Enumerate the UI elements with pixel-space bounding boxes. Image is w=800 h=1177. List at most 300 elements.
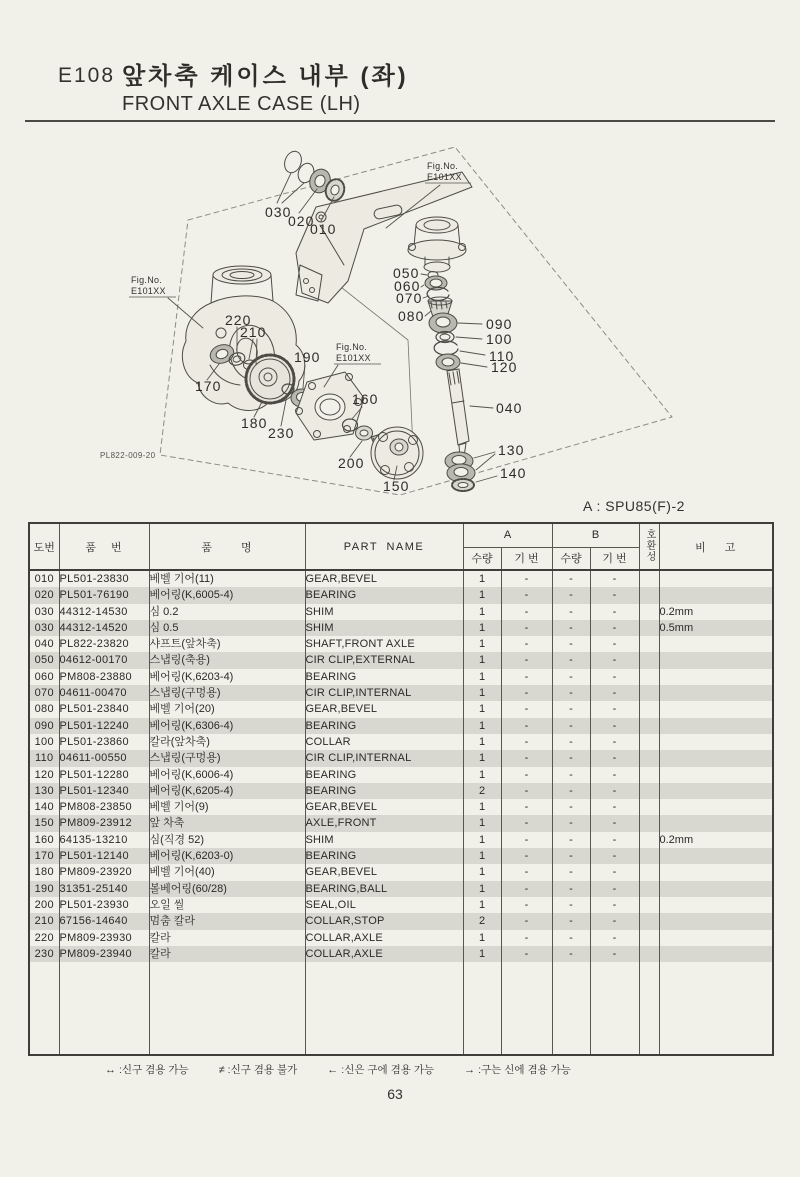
part-name-ko-cell: 베벨 기어(40) xyxy=(149,864,305,880)
callout-040: 040 xyxy=(496,400,523,416)
ref-no-cell: 040 xyxy=(29,636,59,652)
callout-130: 130 xyxy=(498,442,525,458)
remarks-cell xyxy=(659,701,773,717)
serial-b-cell: - xyxy=(590,815,639,831)
serial-b-cell: - xyxy=(590,685,639,701)
col-header-qty-a: 수량 xyxy=(463,547,501,570)
compat-cell xyxy=(639,587,659,603)
callout-210: 210 xyxy=(240,324,267,340)
remarks-cell xyxy=(659,570,773,587)
part-name-ko-cell: 심(직경 52) xyxy=(149,832,305,848)
part-name-ko-cell: 베벨 기어(20) xyxy=(149,701,305,717)
ref-no-cell: 160 xyxy=(29,832,59,848)
part-no-cell: 04611-00470 xyxy=(59,685,149,701)
part-name-en-cell: SHIM xyxy=(305,832,463,848)
part-name-en-cell: SHIM xyxy=(305,620,463,636)
col-header-name-ko: 품 명 xyxy=(149,523,305,570)
remarks-cell: 0.5mm xyxy=(659,620,773,636)
serial-a-cell: - xyxy=(501,881,552,897)
serial-b-cell: - xyxy=(590,604,639,620)
part-name-ko-cell: 베벨 기어(11) xyxy=(149,570,305,587)
part-no-cell: PL501-12340 xyxy=(59,783,149,799)
legend-item: ≠ :신구 겸용 불가 xyxy=(218,1064,298,1076)
part-name-en-cell: SEAL,OIL xyxy=(305,897,463,913)
serial-a-cell: - xyxy=(501,685,552,701)
serial-b-cell: - xyxy=(590,881,639,897)
page-number: 63 xyxy=(387,1086,403,1102)
drawing-code: PL822-009-20 xyxy=(100,451,156,460)
serial-a-cell: - xyxy=(501,718,552,734)
compat-cell xyxy=(639,734,659,750)
qty-a-cell: 1 xyxy=(463,734,501,750)
serial-a-cell: - xyxy=(501,767,552,783)
col-header-serial-b: 기 번 xyxy=(590,547,639,570)
callout-070: 070 xyxy=(396,290,423,306)
remarks-cell xyxy=(659,930,773,946)
part-name-ko-cell: 베어링(K,6306-4) xyxy=(149,718,305,734)
callout-090: 090 xyxy=(486,316,513,332)
serial-b-cell: - xyxy=(590,620,639,636)
part-name-en-cell: GEAR,BEVEL xyxy=(305,701,463,717)
table-row xyxy=(29,783,773,799)
qty-a-cell: 1 xyxy=(463,570,501,587)
qty-a-cell: 1 xyxy=(463,881,501,897)
part-name-en-cell: BEARING xyxy=(305,848,463,864)
callout-180: 180 xyxy=(241,415,268,431)
variant-note: A : SPU85(F)-2 xyxy=(583,498,685,514)
remarks-cell xyxy=(659,750,773,766)
table-row xyxy=(29,815,773,831)
pinion-shim-parts xyxy=(282,149,347,203)
table-row xyxy=(29,604,773,620)
remarks-cell xyxy=(659,799,773,815)
qty-b-cell: - xyxy=(552,652,590,668)
compat-cell xyxy=(639,799,659,815)
table-row xyxy=(29,718,773,734)
part-name-ko-cell: 스냅링(구멍용) xyxy=(149,750,305,766)
ref-no-cell: 110 xyxy=(29,750,59,766)
callout-060: 060 xyxy=(394,278,421,294)
qty-a-cell: 1 xyxy=(463,897,501,913)
remarks-cell xyxy=(659,587,773,603)
part-name-ko-cell: 베어링(K,6005-4) xyxy=(149,587,305,603)
part-no-cell: 04611-00550 xyxy=(59,750,149,766)
callout-010: 010 xyxy=(310,221,337,237)
compat-cell xyxy=(639,848,659,864)
compat-cell xyxy=(639,570,659,587)
part-name-en-cell: COLLAR,AXLE xyxy=(305,930,463,946)
serial-b-cell: - xyxy=(590,799,639,815)
callout-200: 200 xyxy=(338,455,365,471)
ref-no-cell: 230 xyxy=(29,946,59,962)
callout-230: 230 xyxy=(268,425,295,441)
part-name-ko-cell: 칼라 xyxy=(149,946,305,962)
part-name-ko-cell: 샤프트(앞차축) xyxy=(149,636,305,652)
remarks-cell xyxy=(659,913,773,929)
compat-cell xyxy=(639,669,659,685)
qty-b-cell: - xyxy=(552,848,590,864)
qty-b-cell: - xyxy=(552,832,590,848)
serial-a-cell: - xyxy=(501,815,552,831)
serial-b-cell: - xyxy=(590,701,639,717)
table-row xyxy=(29,669,773,685)
col-header-qty-b: 수량 xyxy=(552,547,590,570)
part-name-ko-cell: 베어링(K,6203-0) xyxy=(149,848,305,864)
qty-a-cell: 2 xyxy=(463,783,501,799)
fig-no-label-mid: Fig.No. xyxy=(336,342,368,352)
qty-a-cell: 1 xyxy=(463,815,501,831)
callout-170: 170 xyxy=(195,378,222,394)
part-no-cell: PL501-23840 xyxy=(59,701,149,717)
callout-160: 160 xyxy=(352,391,379,407)
remarks-cell xyxy=(659,767,773,783)
compat-cell xyxy=(639,701,659,717)
serial-a-cell: - xyxy=(501,897,552,913)
serial-a-cell: - xyxy=(501,604,552,620)
serial-b-cell: - xyxy=(590,652,639,668)
table-row xyxy=(29,587,773,603)
table-row xyxy=(29,848,773,864)
fig-no-value-top: E101XX xyxy=(427,172,462,182)
part-no-cell: PL501-23860 xyxy=(59,734,149,750)
part-name-ko-cell: 베어링(K,6205-4) xyxy=(149,783,305,799)
part-030-shim-a xyxy=(282,149,305,175)
remarks-cell xyxy=(659,685,773,701)
compat-cell xyxy=(639,897,659,913)
ref-no-cell: 070 xyxy=(29,685,59,701)
table-row xyxy=(29,652,773,668)
knuckle-tower-part xyxy=(408,217,466,272)
part-110-circlip xyxy=(434,341,458,355)
qty-b-cell: - xyxy=(552,799,590,815)
part-name-en-cell: SHAFT,FRONT AXLE xyxy=(305,636,463,652)
part-no-cell: PM809-23930 xyxy=(59,930,149,946)
compat-cell xyxy=(639,620,659,636)
callout-100: 100 xyxy=(486,331,513,347)
callout-050: 050 xyxy=(393,265,420,281)
compat-cell xyxy=(639,767,659,783)
serial-a-cell: - xyxy=(501,587,552,603)
parts-table-body xyxy=(29,570,773,962)
compat-cell xyxy=(639,864,659,880)
remarks-cell xyxy=(659,734,773,750)
callout-140: 140 xyxy=(500,465,527,481)
col-header-compat: 호환성 xyxy=(639,523,659,570)
qty-a-cell: 2 xyxy=(463,913,501,929)
callout-120: 120 xyxy=(491,359,518,375)
table-row xyxy=(29,881,773,897)
part-name-en-cell: COLLAR xyxy=(305,734,463,750)
compatibility-legend xyxy=(105,1062,571,1077)
table-row xyxy=(29,864,773,880)
ref-no-cell: 170 xyxy=(29,848,59,864)
part-name-en-cell: GEAR,BEVEL xyxy=(305,799,463,815)
qty-b-cell: - xyxy=(552,864,590,880)
part-no-cell: 44312-14520 xyxy=(59,620,149,636)
callout-110: 110 xyxy=(489,348,515,364)
compat-cell xyxy=(639,718,659,734)
serial-a-cell: - xyxy=(501,701,552,717)
page-title-korean: 앞차축 케이스 내부 (좌) xyxy=(122,63,409,90)
page-title-english: FRONT AXLE CASE (LH) xyxy=(122,93,361,115)
serial-a-cell: - xyxy=(501,930,552,946)
serial-a-cell: - xyxy=(501,620,552,636)
compat-cell xyxy=(639,636,659,652)
remarks-cell xyxy=(659,636,773,652)
part-name-en-cell: SHIM xyxy=(305,604,463,620)
qty-a-cell: 1 xyxy=(463,669,501,685)
qty-a-cell: 1 xyxy=(463,799,501,815)
part-name-ko-cell: 심 0.2 xyxy=(149,604,305,620)
qty-b-cell: - xyxy=(552,930,590,946)
part-no-cell: 67156-14640 xyxy=(59,913,149,929)
qty-b-cell: - xyxy=(552,636,590,652)
part-name-en-cell: GEAR,BEVEL xyxy=(305,570,463,587)
part-name-en-cell: BEARING xyxy=(305,783,463,799)
part-no-cell: PL501-76190 xyxy=(59,587,149,603)
table-row xyxy=(29,930,773,946)
table-row xyxy=(29,636,773,652)
qty-b-cell: - xyxy=(552,897,590,913)
ref-no-cell: 180 xyxy=(29,864,59,880)
compat-cell xyxy=(639,881,659,897)
qty-a-cell: 1 xyxy=(463,701,501,717)
legend-item: → :구는 신에 겸용 가능 xyxy=(464,1064,571,1076)
ref-no-cell: 020 xyxy=(29,587,59,603)
gear-stack-parts xyxy=(425,272,475,492)
part-name-ko-cell: 칼라(앞차축) xyxy=(149,734,305,750)
table-row xyxy=(29,734,773,750)
qty-a-cell: 1 xyxy=(463,636,501,652)
qty-a-cell: 1 xyxy=(463,620,501,636)
compat-cell xyxy=(639,750,659,766)
remarks-cell xyxy=(659,718,773,734)
ref-no-cell: 200 xyxy=(29,897,59,913)
part-name-en-cell: GEAR,BEVEL xyxy=(305,864,463,880)
part-name-en-cell: BEARING xyxy=(305,669,463,685)
remarks-cell xyxy=(659,815,773,831)
serial-b-cell: - xyxy=(590,734,639,750)
compat-cell xyxy=(639,930,659,946)
table-row xyxy=(29,946,773,962)
parts-table-header xyxy=(29,523,773,570)
qty-b-cell: - xyxy=(552,604,590,620)
ref-no-cell: 190 xyxy=(29,881,59,897)
qty-b-cell: - xyxy=(552,701,590,717)
part-no-cell: PM809-23920 xyxy=(59,864,149,880)
qty-a-cell: 1 xyxy=(463,685,501,701)
part-name-en-cell: CIR CLIP,INTERNAL xyxy=(305,685,463,701)
qty-a-cell: 1 xyxy=(463,767,501,783)
part-name-ko-cell: 오일 씰 xyxy=(149,897,305,913)
part-no-cell: PL501-12280 xyxy=(59,767,149,783)
qty-b-cell: - xyxy=(552,669,590,685)
callout-020: 020 xyxy=(288,213,315,229)
part-name-ko-cell: 스냅링(축용) xyxy=(149,652,305,668)
qty-a-cell: 1 xyxy=(463,587,501,603)
qty-b-cell: - xyxy=(552,570,590,587)
left-arrow-icon: ← xyxy=(327,1064,339,1076)
remarks-cell xyxy=(659,848,773,864)
ref-no-cell: 130 xyxy=(29,783,59,799)
part-name-en-cell: COLLAR,STOP xyxy=(305,913,463,929)
part-name-ko-cell: 베어링(K,6006-4) xyxy=(149,767,305,783)
qty-b-cell: - xyxy=(552,620,590,636)
serial-a-cell: - xyxy=(501,913,552,929)
part-no-cell: PM808-23880 xyxy=(59,669,149,685)
legend-item: ← :신은 구에 겸용 가능 xyxy=(327,1064,435,1076)
ref-no-cell: 100 xyxy=(29,734,59,750)
legend-item: ↔ :신구 겸용 가능 xyxy=(105,1064,189,1076)
qty-b-cell: - xyxy=(552,783,590,799)
fig-no-label-top: Fig.No. xyxy=(427,161,459,171)
serial-b-cell: - xyxy=(590,864,639,880)
remarks-cell: 0.2mm xyxy=(659,604,773,620)
qty-b-cell: - xyxy=(552,815,590,831)
table-row xyxy=(29,913,773,929)
not-equal-icon: ≠ xyxy=(218,1064,225,1076)
ref-no-cell: 210 xyxy=(29,913,59,929)
qty-a-cell: 1 xyxy=(463,864,501,880)
part-no-cell: PM809-23912 xyxy=(59,815,149,831)
serial-b-cell: - xyxy=(590,750,639,766)
col-header-remarks: 비 고 xyxy=(659,523,773,570)
part-name-en-cell: CIR CLIP,INTERNAL xyxy=(305,750,463,766)
compat-cell xyxy=(639,685,659,701)
serial-a-cell: - xyxy=(501,799,552,815)
remarks-cell xyxy=(659,669,773,685)
page-code: E108 xyxy=(58,64,116,87)
qty-a-cell: 1 xyxy=(463,832,501,848)
table-row xyxy=(29,570,773,587)
qty-a-cell: 1 xyxy=(463,652,501,668)
part-name-en-cell: BEARING xyxy=(305,767,463,783)
qty-b-cell: - xyxy=(552,767,590,783)
col-header-group-b: B xyxy=(552,523,639,547)
qty-a-cell: 1 xyxy=(463,930,501,946)
part-no-cell: 64135-13210 xyxy=(59,832,149,848)
part-name-en-cell: BEARING xyxy=(305,718,463,734)
fig-no-value-left: E101XX xyxy=(131,286,166,296)
compat-cell xyxy=(639,604,659,620)
serial-b-cell: - xyxy=(590,767,639,783)
part-no-cell: PL501-12140 xyxy=(59,848,149,864)
qty-a-cell: 1 xyxy=(463,750,501,766)
qty-a-cell: 1 xyxy=(463,604,501,620)
part-name-en-cell: CIR CLIP,EXTERNAL xyxy=(305,652,463,668)
compat-cell xyxy=(639,783,659,799)
ref-no-cell: 090 xyxy=(29,718,59,734)
serial-a-cell: - xyxy=(501,570,552,587)
serial-b-cell: - xyxy=(590,946,639,962)
remarks-cell xyxy=(659,864,773,880)
col-header-serial-a: 기 번 xyxy=(501,547,552,570)
serial-a-cell: - xyxy=(501,946,552,962)
serial-b-cell: - xyxy=(590,718,639,734)
part-name-ko-cell: 앞 차축 xyxy=(149,815,305,831)
part-name-ko-cell: 심 0.5 xyxy=(149,620,305,636)
serial-a-cell: - xyxy=(501,783,552,799)
qty-b-cell: - xyxy=(552,718,590,734)
col-header-part-name: PART NAME xyxy=(305,523,463,570)
serial-b-cell: - xyxy=(590,897,639,913)
table-row xyxy=(29,799,773,815)
remarks-cell xyxy=(659,881,773,897)
serial-b-cell: - xyxy=(590,669,639,685)
part-no-cell: 44312-14530 xyxy=(59,604,149,620)
serial-a-cell: - xyxy=(501,864,552,880)
part-name-ko-cell: 볼베어링(60/28) xyxy=(149,881,305,897)
compat-cell xyxy=(639,652,659,668)
parts-table xyxy=(28,522,774,1056)
header-divider xyxy=(25,120,775,122)
part-name-ko-cell: 스냅링(구멍용) xyxy=(149,685,305,701)
table-filler-row xyxy=(29,962,773,1055)
part-no-cell: PM809-23940 xyxy=(59,946,149,962)
exploded-parts-diagram xyxy=(0,125,800,520)
part-no-cell: 31351-25140 xyxy=(59,881,149,897)
both-arrow-icon: ↔ xyxy=(105,1064,116,1076)
qty-b-cell: - xyxy=(552,734,590,750)
table-row xyxy=(29,701,773,717)
qty-a-cell: 1 xyxy=(463,848,501,864)
qty-b-cell: - xyxy=(552,587,590,603)
serial-b-cell: - xyxy=(590,570,639,587)
callout-030: 030 xyxy=(265,204,292,220)
qty-b-cell: - xyxy=(552,913,590,929)
part-name-en-cell: BEARING,BALL xyxy=(305,881,463,897)
qty-b-cell: - xyxy=(552,881,590,897)
part-no-cell: PL501-23930 xyxy=(59,897,149,913)
compat-cell xyxy=(639,946,659,962)
part-name-en-cell: BEARING xyxy=(305,587,463,603)
col-header-ref: 도번 xyxy=(29,523,59,570)
remarks-cell xyxy=(659,652,773,668)
qty-b-cell: - xyxy=(552,750,590,766)
ref-no-cell: 030 xyxy=(29,620,59,636)
serial-b-cell: - xyxy=(590,930,639,946)
callout-080: 080 xyxy=(398,308,425,324)
qty-a-cell: 1 xyxy=(463,946,501,962)
serial-b-cell: - xyxy=(590,913,639,929)
serial-b-cell: - xyxy=(590,783,639,799)
part-name-en-cell: AXLE,FRONT xyxy=(305,815,463,831)
ref-no-cell: 120 xyxy=(29,767,59,783)
part-no-cell: PM808-23850 xyxy=(59,799,149,815)
callout-190: 190 xyxy=(294,349,321,365)
ref-no-cell: 010 xyxy=(29,570,59,587)
table-row xyxy=(29,750,773,766)
part-no-cell: 04612-00170 xyxy=(59,652,149,668)
serial-a-cell: - xyxy=(501,848,552,864)
col-header-part-no: 품 번 xyxy=(59,523,149,570)
remarks-cell xyxy=(659,946,773,962)
serial-b-cell: - xyxy=(590,832,639,848)
part-no-cell: PL501-23830 xyxy=(59,570,149,587)
serial-a-cell: - xyxy=(501,750,552,766)
table-row xyxy=(29,832,773,848)
remarks-cell xyxy=(659,897,773,913)
serial-a-cell: - xyxy=(501,734,552,750)
part-name-ko-cell: 베어링(K,6203-4) xyxy=(149,669,305,685)
part-no-cell: PL822-23820 xyxy=(59,636,149,652)
compat-cell xyxy=(639,832,659,848)
ref-no-cell: 030 xyxy=(29,604,59,620)
ref-no-cell: 220 xyxy=(29,930,59,946)
table-row xyxy=(29,897,773,913)
table-row xyxy=(29,685,773,701)
ref-no-cell: 050 xyxy=(29,652,59,668)
